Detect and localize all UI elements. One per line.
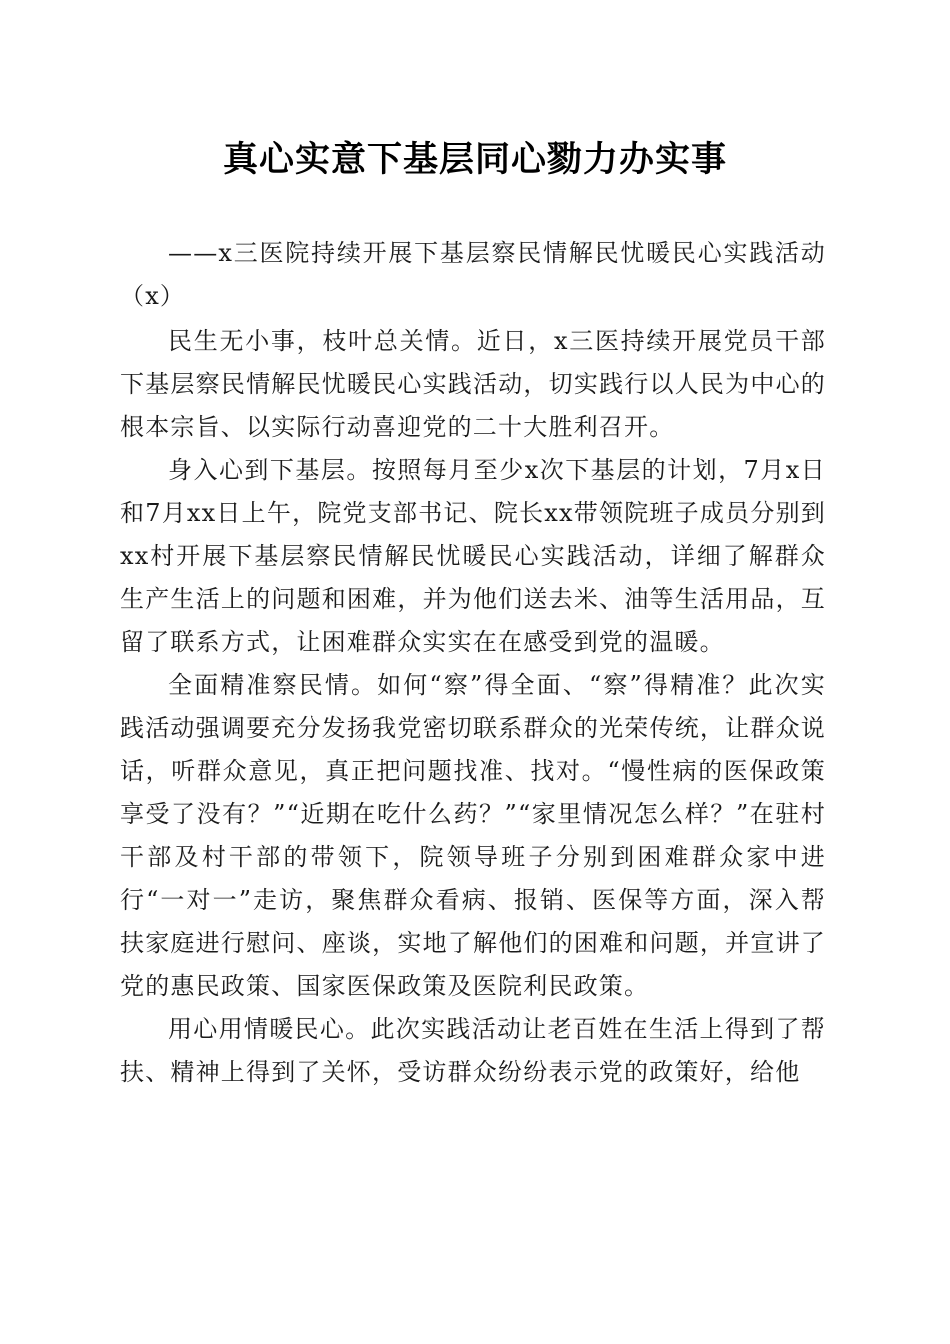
document-title: 真心实意下基层同心勠力办实事	[222, 139, 727, 180]
document-body	[120, 232, 826, 1094]
paragraph-intro: 民生无小事，枝叶总关情。近日，x三医持续开展党员干部下基层察民情解民忧暖民心实践活动，切实践行以人民为中心的根本宗旨、以实际行动喜迎党的二十大胜利召开。	[120, 327, 826, 441]
paragraph-warmth: 用心用情暖民心。此次实践活动让老百姓在生活上得到了帮扶、精神上得到了关怀，受访群众纷纷表示党的政策好，给他	[120, 1015, 826, 1086]
paragraph-survey: 全面精准察民情。如何“察”得全面、“察”得精准？此次实践活动强调要充分发扬我党密切联系群众的光荣传统，让群众说话，听群众意见，真正把问题找准、找对。“慢性病的医保政策享受了没有？”“近期在吃什么药？”“家里情况怎么样？”在驻村干部及村干部的带领下，院领导班子分别到困难群众家中进行“一对一”走访，聚焦群众看病、报销、医保等方面，深入帮扶家庭进行慰问、座谈，实地了解他们的困难和问题，并宣讲了党的惠民政策、国家医保政策及医院利民政策。	[120, 671, 826, 1000]
document-subtitle: ——x三医院持续开展下基层察民情解民忧暖民心实践活动（x）	[120, 239, 826, 310]
paragraph-grassroots: 身入心到下基层。按照每月至少x次下基层的计划，7月x日和7月xx日上午，院党支部书记、院长xx带领院班子成员分别到xx村开展下基层察民情解民忧暖民心实践活动，详细了解群众生产生活上的问题和困难，并为他们送去米、油等生活用品，互留了联系方式，让困难群众实实在在感受到党的温暖。	[120, 456, 826, 656]
